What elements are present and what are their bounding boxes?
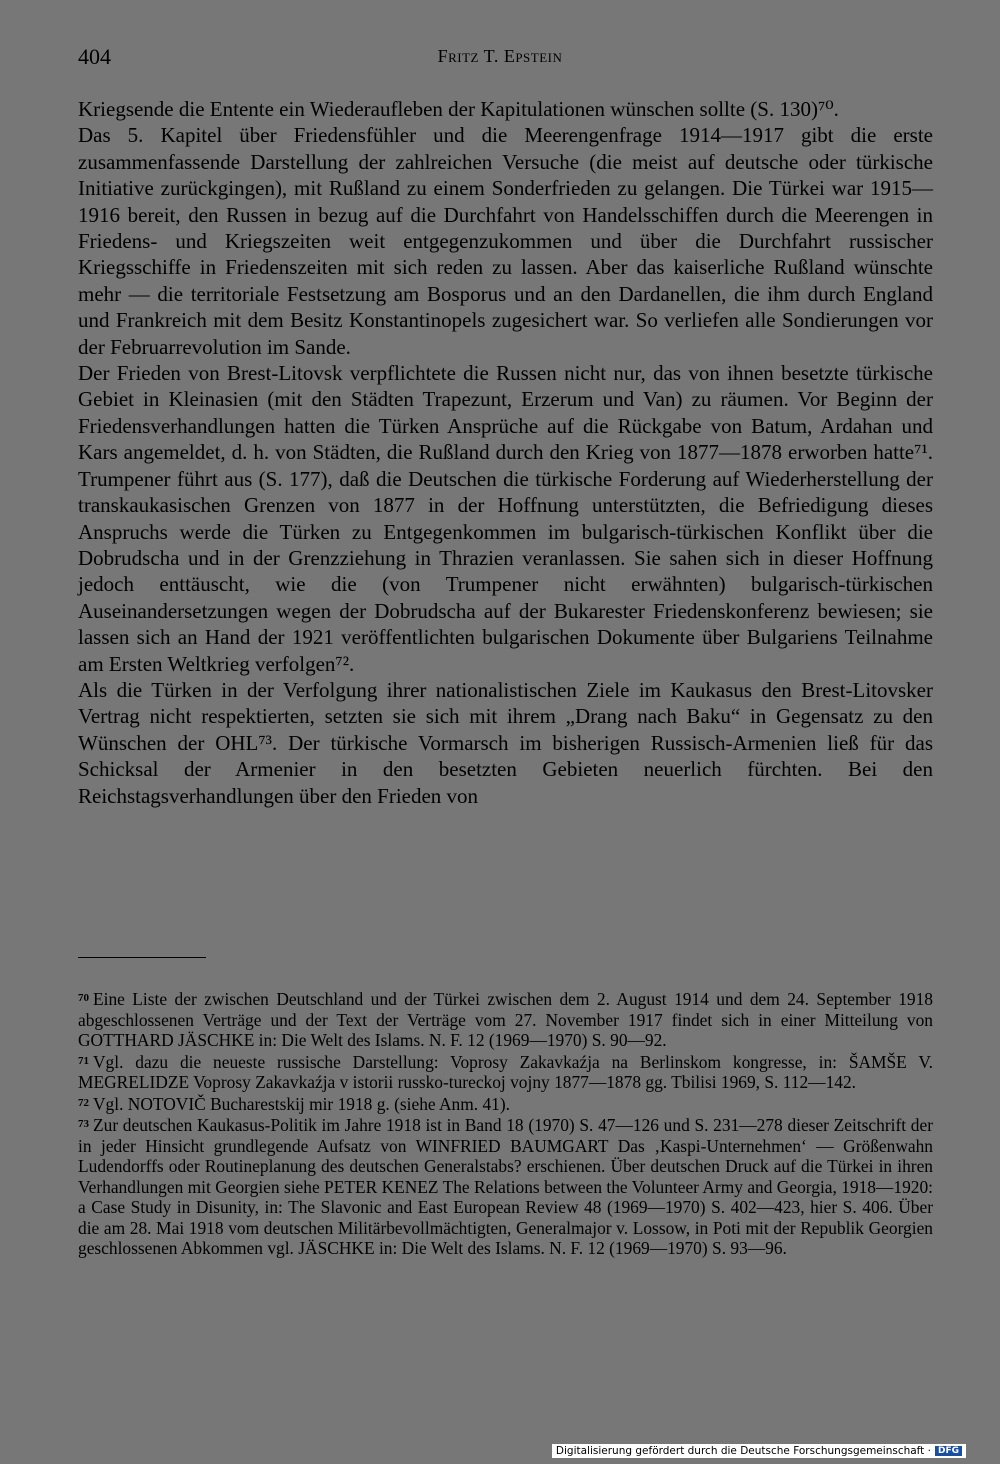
footnote-divider xyxy=(78,957,206,958)
running-head: Fritz T. Epstein xyxy=(437,46,563,66)
footnote-number: 70 xyxy=(78,992,89,1004)
footnote-number: 73 xyxy=(78,1118,89,1130)
digitization-credit xyxy=(552,1444,966,1458)
footnote xyxy=(78,1051,933,1093)
paragraph: Kriegsende die Entente ein Wiederaufleben der Kapitulationen wünschen sollte (S. 130)⁷⁰. xyxy=(78,97,839,121)
footnote xyxy=(78,1114,933,1259)
footnote-number: 72 xyxy=(78,1096,89,1109)
footnote xyxy=(78,1093,933,1115)
footnote-text: Vgl. dazu die neueste russische Darstellung: Voprosy Zakavkaźja na Berlinskom kongresse, in: ŠAMŠE V. MEGRELIDZE Voprosy Zakavkaźja v istorii russko-tureckoj vojny 1877—1878 gg. Tbilisi 1969, S. 112—142. xyxy=(78,1051,933,1092)
paragraph: Das 5. Kapitel über Friedensfühler und die Meerengenfrage 1914—1917 gibt die erste zusammenfassende Darstellung der zahlreichen Versuche (die meist auf deutsche oder türkische Initiative zurückgingen), mit Rußland zu einem Sonderfrieden zu gelangen. Die Türkei war 1915—1916 bereit, den Russen in bezug auf die Durchfahrt von Handelsschiffen durch die Meerengen in Friedens- und Kriegszeiten weit entgegenzukommen und über die Durchfahrt russischer Kriegsschiffe in Friedenszeiten mit sich reden zu lassen. Aber das kaiserliche Rußland wünschte mehr — die territoriale Festsetzung am Bosporus und an den Dardanellen, die ihm durch England und Frankreich mit dem Besitz Konstantinopels zugesichert war. So verliefen alle Sondierungen vor der Februarrevolution im Sande. xyxy=(78,123,933,359)
paragraph: Als die Türken in der Verfolgung ihrer nationalistischen Ziele im Kaukasus den Brest-Litovsker Vertrag nicht respektierten, setzten sie sich mit ihrem „Drang nach Baku“ in Gegensatz zu den Wünschen der OHL⁷³. Der türkische Vormarsch im bisherigen Russisch-Armenien ließ für das Schicksal der Armenier in den besetzten Gebieten neuerlich fürchten. Bei den Reichstagsverhandlungen über den Frieden von xyxy=(78,677,933,808)
body-text xyxy=(78,96,933,809)
footnote-number: 71 xyxy=(78,1054,89,1067)
footnote-text: Vgl. NOTOVIČ Bucharestskij mir 1918 g. (siehe Anm. 41). xyxy=(93,1093,511,1114)
credit-text: Digitalisierung gefördert durch die Deutsche Forschungsgemeinschaft · xyxy=(555,1445,931,1457)
footnote-text: Eine Liste der zwischen Deutschland und der Türkei zwischen dem 2. August 1914 und dem 24. September 1918 abgeschlossenen Verträge und der Text der Verträge vom 27. November 1917 findet sich in einer Mitteilung von GOTTHARD JÄSCHKE in: Die Welt des Islams. N. F. 12 (1969—1970) S. 90—92. xyxy=(78,989,933,1050)
footnote-text: Zur deutschen Kaukasus-Politik im Jahre 1918 ist in Band 18 (1970) S. 47—126 und S. 231—278 dieser Zeitschrift der in jeder Hinsicht grundlegende Aufsatz von WINFRIED BAUMGART Das ‚Kaspi-Unternehmen‘ — Größenwahn Ludendorffs oder Routineplanung des deutschen Generalstabs? erschienen. Über deutschen Druck auf die Türkei in ihren Verhandlungen mit Georgien siehe PETER KENEZ The Relations between the Volunteer Army and Georgia, 1918—1920: a Case Study in Disunity, in: The Slavonic and East European Review 48 (1969—1970) S. 402—423, hier S. 406. Über die am 28. Mai 1918 vom deutschen Militärbevollmächtigten, Generalmajor v. Lossow, in Poti mit der Republik Georgien geschlossenen Abkommen vgl. JÄSCHKE in: Die Welt des Islams. N. F. 12 (1969—1970) S. 93—96. xyxy=(78,1115,933,1258)
paragraph: Der Frieden von Brest-Litovsk verpflichtete die Russen nicht nur, das von ihnen besetzte türkische Gebiet in Kleinasien (mit den Städten Trapezunt, Erzerum und Van) zu räumen. Vor Beginn der Friedensverhandlungen hatten die Türken Ansprüche auf die Rückgabe von Batum, Ardahan und Kars angemeldet, d. h. von Städten, die Rußland durch den Krieg von 1877—1878 erworben hatte⁷¹. Trumpener führt aus (S. 177), daß die Deutschen die türkische Forderung auf Wiederherstellung der transkaukasischen Grenzen von 1877 in der Hoffnung unterstützten, die Befriedigung dieses Anspruchs werde die Türken zu Entgegenkommen im bulgarisch-türkischen Konflikt über die Dobrudscha und in der Grenzziehung in Thrazien veranlassen. Sie sahen sich in dieser Hoffnung jedoch enttäuscht, wie die (von Trumpener nicht erwähnten) bulgarisch-türkischen Auseinandersetzungen wegen der Dobrudscha auf der Bukarester Friedenskonferenz bewiesen; sie lassen sich an Hand der 1921 veröffentlichten bulgarischen Dokumente über Bulgariens Teilnahme am Ersten Weltkrieg verfolgen⁷². xyxy=(78,361,933,676)
footnote xyxy=(78,988,933,1051)
page-number: 404 xyxy=(78,44,111,69)
dfg-logo-icon: DFG xyxy=(935,1446,962,1456)
footnotes xyxy=(78,988,933,1259)
